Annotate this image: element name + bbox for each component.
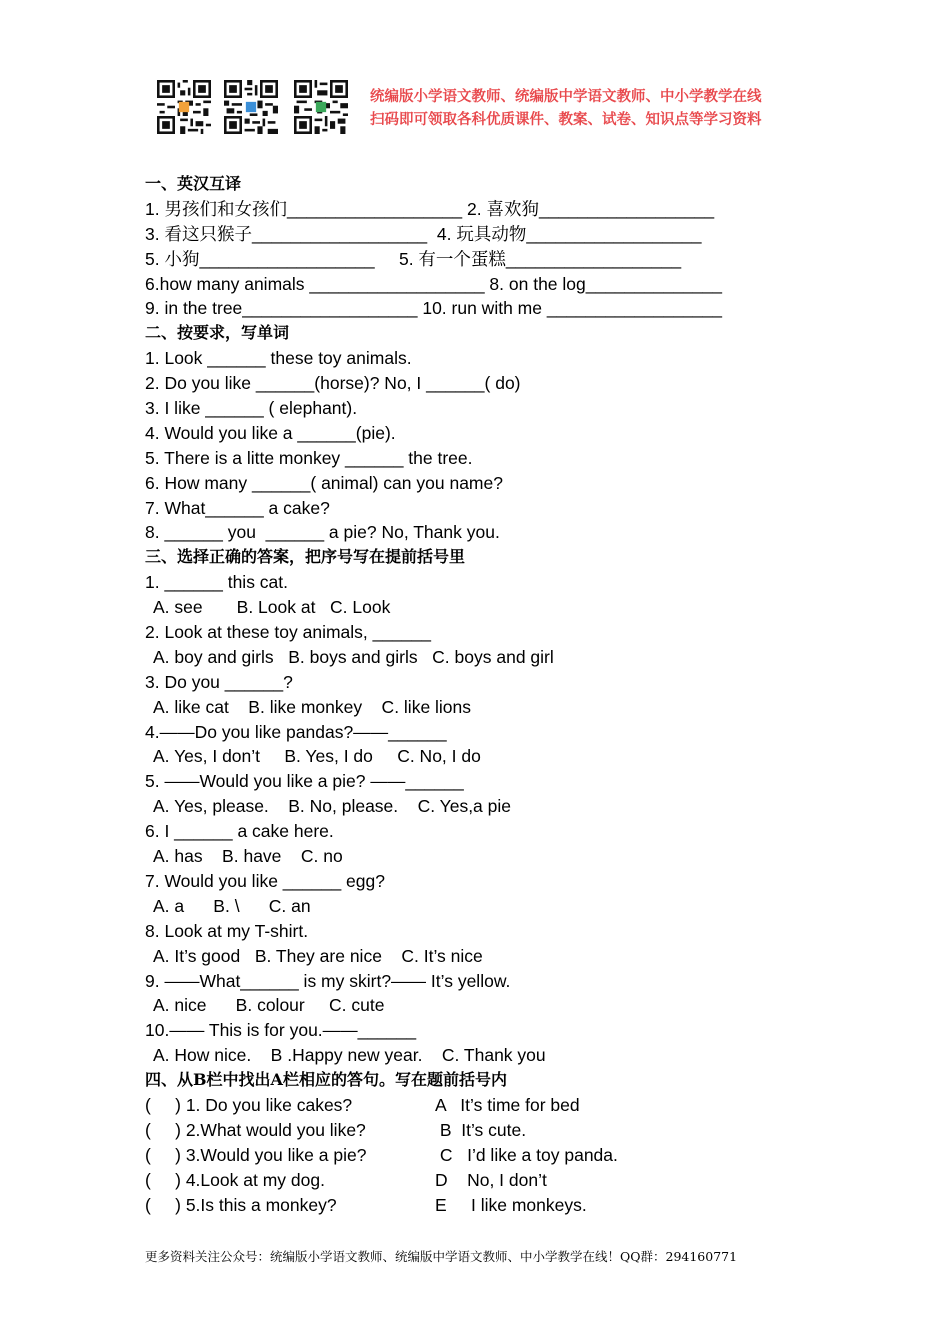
promo-line-2: 扫码即可领取各科优质课件、教案、试卷、知识点等学习资料	[370, 112, 762, 128]
column-b-item: B It’s cute.	[435, 1119, 527, 1140]
column-b-item: C I’d like a toy panda.	[435, 1144, 618, 1165]
column-a-item: ( ) 1. Do you like cakes?	[145, 1094, 353, 1115]
mc-question: 9. ——What______ is my skirt?—— It’s yellow.	[145, 970, 511, 991]
column-b-item: E I like monkeys.	[435, 1194, 587, 1215]
qr-code-icon	[224, 80, 278, 134]
mc-question: 4.——Do you like pandas?——______	[145, 721, 447, 742]
qr-code-icon	[294, 80, 348, 134]
column-a-item: ( ) 3.Would you like a pie?	[145, 1144, 367, 1165]
word-form-item: 4. Would you like a ______(pie).	[145, 422, 396, 443]
matching-row	[145, 1093, 825, 1118]
section-1-title: 一、英汉互译	[145, 174, 242, 193]
mc-question: 6. I ______ a cake here.	[145, 821, 334, 842]
mc-options: A. nice B. colour C. cute	[153, 995, 385, 1016]
column-a-item: ( ) 5.Is this a monkey?	[145, 1194, 337, 1215]
matching-row	[145, 1143, 825, 1168]
promo-text	[370, 86, 800, 132]
column-b-item: D No, I don’t	[435, 1169, 547, 1190]
promo-line-1: 统编版小学语文教师、统编版中学语文教师、中小学教学在线	[370, 89, 762, 105]
column-a-item: ( ) 4.Look at my dog.	[145, 1169, 325, 1190]
mc-question: 3. Do you ______?	[145, 671, 293, 692]
mc-options: A. Yes, I don’t B. Yes, I do C. No, I do	[153, 746, 481, 767]
section-2-title: 二、按要求，写单词	[145, 323, 290, 343]
qr-code-icon	[157, 80, 211, 134]
translation-row: 9. in the tree__________________ 10. run with me __________________	[145, 298, 723, 319]
mc-question: 1. ______ this cat.	[145, 572, 289, 593]
section-4-title: 四、从B栏中找出A栏相应的答句。写在题前括号内	[145, 1070, 507, 1090]
mc-options: A. How nice. B .Happy new year. C. Thank you	[153, 1045, 546, 1066]
section-3-title: 三、选择正确的答案，把序号写在提前括号里	[145, 547, 466, 567]
translation-row: 1. 男孩们和女孩们__________________ 2. 喜欢狗__________________	[145, 198, 715, 219]
translation-row: 3. 看这只猴子__________________ 4. 玩具动物__________________	[145, 223, 702, 244]
word-form-item: 8. ______ you ______ a pie? No, Thank you.	[145, 522, 500, 543]
mc-options: A. boy and girls B. boys and girls C. boys and girl	[153, 646, 554, 667]
column-b-item: A It’s time for bed	[435, 1094, 580, 1115]
word-form-item: 3. I like ______ ( elephant).	[145, 398, 358, 419]
word-form-item: 1. Look ______ these toy animals.	[145, 348, 412, 369]
mc-question: 8. Look at my T-shirt.	[145, 920, 309, 941]
mc-question: 10.—— This is for you.——______	[145, 1020, 417, 1041]
mc-options: A. It’s good B. They are nice C. It’s nice	[153, 945, 483, 966]
page-footer: 更多资料关注公众号：统编版小学语文教师、统编版中学语文教师、中小学教学在线！QQ群：294160771	[145, 1249, 738, 1264]
word-form-item: 6. How many ______( animal) can you name?	[145, 472, 503, 493]
column-a-item: ( ) 2.What would you like?	[145, 1119, 366, 1140]
mc-question: 2. Look at these toy animals, ______	[145, 622, 432, 643]
translation-row: 6.how many animals __________________ 8. on the log______________	[145, 273, 723, 294]
mc-options: A. like cat B. like monkey C. like lions	[153, 696, 472, 717]
promo-header	[157, 80, 797, 136]
mc-options: A. a B. \ C. an	[153, 895, 311, 916]
mc-options: A. has B. have C. no	[153, 846, 343, 867]
mc-question: 5. ——Would you like a pie? ——______	[145, 771, 464, 792]
mc-question: 7. Would you like ______ egg?	[145, 870, 385, 891]
matching-row	[145, 1118, 825, 1143]
mc-options: A. see B. Look at C. Look	[153, 597, 391, 618]
mc-options: A. Yes, please. B. No, please. C. Yes,a pie	[153, 796, 512, 817]
matching-row	[145, 1193, 825, 1218]
word-form-item: 5. There is a litte monkey ______ the tree.	[145, 447, 473, 468]
matching-row	[145, 1168, 825, 1193]
word-form-item: 2. Do you like ______(horse)? No, I ______( do)	[145, 373, 521, 394]
worksheet	[145, 172, 825, 1217]
translation-row: 5. 小狗__________________ 5. 有一个蛋糕__________________	[145, 248, 682, 269]
word-form-item: 7. What______ a cake?	[145, 497, 330, 518]
